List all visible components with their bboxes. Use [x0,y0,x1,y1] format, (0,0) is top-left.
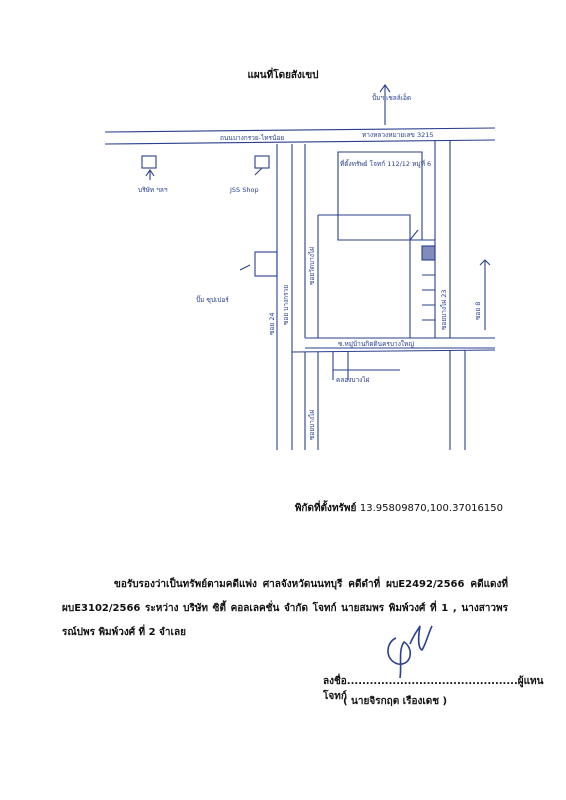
map-label-property-box: ที่ตั้งทรัพย์ โจทก์ 112/12 หมู่ที่ 6 [340,160,432,168]
map-label-canal: คลองบางไผ่ [336,376,370,384]
signatory-name: ( นายจิรกฤต เรืองเดช ) [343,696,448,707]
map-label-lane-center: ซอยวัดบางไผ่ [308,246,316,285]
statement-line-1: ขอรับรองว่าเป็นทรัพย์ตามคดีแพ่ง ศาลจังหวัดนนทบุรี คดีดำที่ ผบE2492/2566 คดีแดงที่ [114,579,508,590]
hand-drawn-map [100,80,500,450]
map-label-company-left: บริษัท ฯลฯ [138,186,168,194]
map-label-main-road: ถนนบางกรวย-ไทรน้อย [220,134,285,142]
coordinates-label: พิกัดที่ตั้งทรัพย์ [294,503,357,514]
main-road-bottom-edge [105,140,495,144]
map-label-road-code: ทางหลวงหมายเลข 3215 [362,131,434,139]
statement-line-3: รณ์ปพร พิมพ์วงศ์ ที่ 2 จำเลย [62,627,186,638]
map-label-lane-right-2: ซอย 8 [474,301,482,320]
map-label-lane-left-2: ซอย 24 [268,312,276,335]
coordinates-line [295,501,503,516]
map-label-lane-right: ซอยบางไผ่ 23 [440,289,448,330]
signature-line: ลงชื่อ.............................................ผู้แทนโจทก์ [323,676,544,702]
handwritten-signature [378,620,438,680]
company-building [142,156,156,168]
map-label-left-building: ปั๊ม ซุปเปอร์ [196,296,229,304]
certification-statement [62,573,508,645]
map-label-jss-shop: JSS Shop [230,186,259,194]
page-title: แผนที่โดยสังเขป [247,70,319,81]
jss-building [255,156,269,168]
coordinates-value: 13.95809870,100.37016150 [359,503,503,514]
map-label-top-landmark: ปั้มฯ เชลล์เอ็ด [372,94,412,102]
left-building [255,252,277,276]
map-label-lane-left-1: ซอย บางกรวย [282,284,290,325]
map-label-bottom-lane: ซ.หมู่บ้านกิตตินครบางใหญ่ [338,340,414,348]
map-label-lane-bottom-left: ซอยบางไผ่ [308,409,316,440]
statement-line-2: ผบE3102/2566 ระหว่าง บริษัท ซิตี้ คอลเลคชั่น จำกัด โจทก์ นายสมพร พิมพ์วงศ์ ที่ 1 , นางสาวพร [62,603,508,614]
main-road-top-edge [105,128,495,132]
